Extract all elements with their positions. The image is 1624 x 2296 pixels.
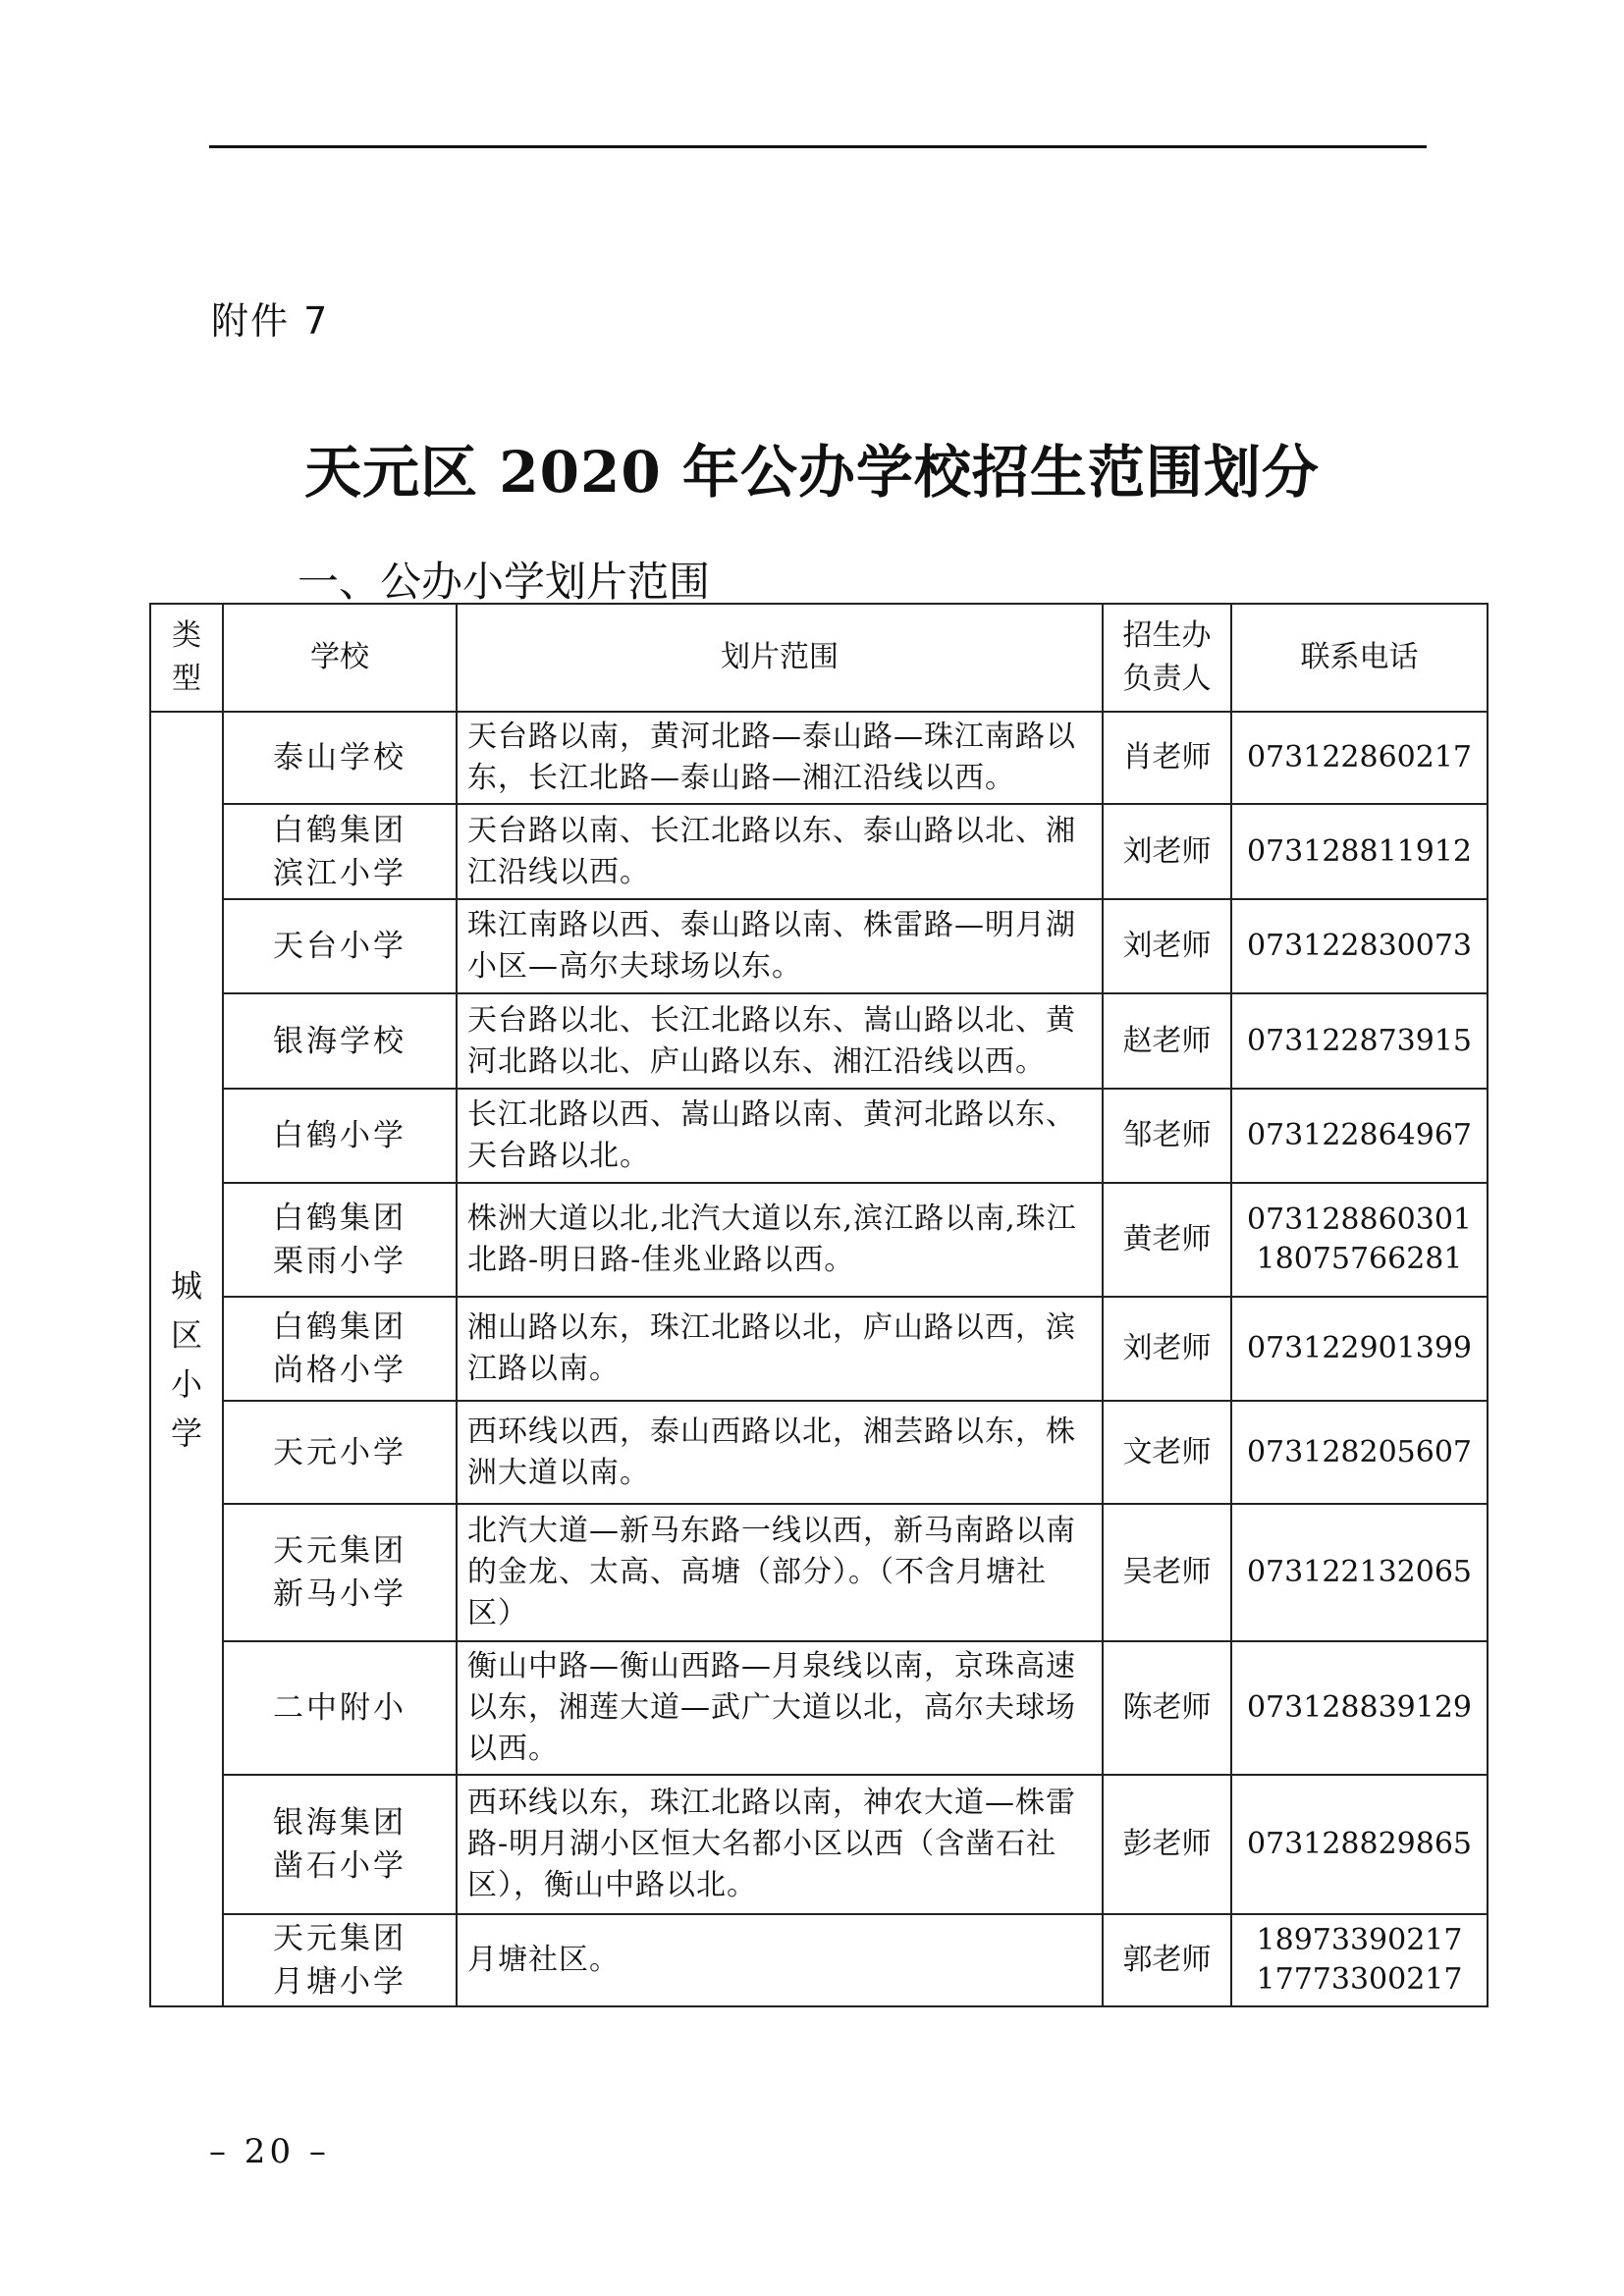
person-cell: 陈老师 <box>1103 1641 1231 1775</box>
header-type <box>150 604 223 712</box>
header-person-line: 负责人 <box>1122 662 1212 696</box>
group-cell <box>150 712 223 2006</box>
document-title: 天元区 2020 年公办学校招生范围划分 <box>304 439 1320 506</box>
phone-line: 073122830073 <box>1246 929 1473 963</box>
range-cell: 天台路以北、长江北路以东、嵩山路以北、黄河北路以北、庐山路以东、湘江沿线以西。 <box>457 993 1103 1089</box>
range-cell: 湘山路以东，珠江北路以北，庐山路以西，滨江路以南。 <box>457 1297 1103 1401</box>
header-phone: 联系电话 <box>1231 604 1488 712</box>
school-cell <box>223 1183 457 1297</box>
header-rule <box>209 145 1427 148</box>
school-line: 白鹤小学 <box>273 1118 406 1153</box>
school-cell <box>223 1775 457 1914</box>
table-row <box>150 1914 1488 2006</box>
group-char: 学 <box>170 1414 202 1452</box>
phone-cell <box>1231 804 1488 899</box>
phone-line: 073128811912 <box>1246 833 1473 869</box>
table-row <box>150 1089 1488 1183</box>
phone-cell <box>1231 1089 1488 1183</box>
school-line: 白鹤集团 <box>273 1201 406 1236</box>
phone-cell <box>1231 993 1488 1089</box>
range-cell: 西环线以东，珠江北路以南，神农大道—株雷路-明月湖小区恒大名都小区以西（含凿石社区），衡山中路以北。 <box>457 1775 1103 1914</box>
range-cell: 月塘社区。 <box>457 1914 1103 2006</box>
school-line: 天元小学 <box>273 1434 406 1470</box>
person-cell: 刘老师 <box>1103 899 1231 993</box>
header-range: 划片范围 <box>457 604 1103 712</box>
table-row <box>150 993 1488 1089</box>
school-line: 天台小学 <box>273 929 406 964</box>
school-line: 银海学校 <box>273 1023 406 1059</box>
school-line: 天元集团 <box>273 1921 406 1956</box>
school-line: 新马小学 <box>273 1576 406 1612</box>
table-row <box>150 1401 1488 1504</box>
school-line: 滨江小学 <box>273 855 406 891</box>
section-heading: 一、公办小学划片范围 <box>298 558 711 606</box>
range-cell: 西环线以西，泰山西路以北，湘芸路以东，株洲大道以南。 <box>457 1401 1103 1504</box>
table-row <box>150 1504 1488 1641</box>
school-cell <box>223 804 457 899</box>
range-cell: 长江北路以西、嵩山路以南、黄河北路以东、天台路以北。 <box>457 1089 1103 1183</box>
phone-line: 073122860217 <box>1246 740 1473 774</box>
header-school: 学校 <box>223 604 457 712</box>
phone-cell <box>1231 712 1488 804</box>
table-row <box>150 804 1488 899</box>
header-person-line: 招生办 <box>1122 618 1212 653</box>
group-char: 城 <box>170 1266 202 1305</box>
school-line: 天元集团 <box>273 1533 406 1569</box>
phone-cell <box>1231 1297 1488 1401</box>
range-cell: 株洲大道以北,北汽大道以东,滨江路以南,珠江北路-明日路-佳兆业路以西。 <box>457 1183 1103 1297</box>
school-cell <box>223 1401 457 1504</box>
school-line: 银海集团 <box>273 1805 406 1841</box>
phone-line: 17773300217 <box>1256 1962 1463 1997</box>
enrollment-table <box>149 603 1489 2007</box>
school-cell <box>223 899 457 993</box>
phone-cell <box>1231 899 1488 993</box>
phone-line: 073128205607 <box>1246 1434 1473 1469</box>
person-cell: 彭老师 <box>1103 1775 1231 1914</box>
school-line: 泰山学校 <box>273 740 406 775</box>
table-body <box>150 712 1488 2006</box>
phone-line: 073128860301 <box>1246 1202 1473 1237</box>
school-line: 栗雨小学 <box>273 1244 406 1279</box>
phone-line: 073122132065 <box>1246 1555 1473 1589</box>
page-number: – 20 – <box>209 2132 330 2171</box>
group-char: 小 <box>170 1364 202 1403</box>
phone-cell <box>1231 1183 1488 1297</box>
header-type-line: 型 <box>172 662 201 696</box>
table-row <box>150 1183 1488 1297</box>
person-cell: 黄老师 <box>1103 1183 1231 1297</box>
header-person <box>1103 604 1231 712</box>
school-line: 尚格小学 <box>273 1353 406 1388</box>
person-cell: 吴老师 <box>1103 1504 1231 1641</box>
range-cell: 天台路以南，黄河北路—泰山路—珠江南路以东，长江北路—泰山路—湘江沿线以西。 <box>457 712 1103 804</box>
school-line: 二中附小 <box>273 1690 406 1726</box>
table-row <box>150 899 1488 993</box>
table-row <box>150 712 1488 804</box>
school-cell <box>223 1089 457 1183</box>
school-cell <box>223 1914 457 2006</box>
phone-line: 073122901399 <box>1246 1331 1473 1365</box>
header-type-line: 类 <box>172 618 201 653</box>
person-cell: 肖老师 <box>1103 712 1231 804</box>
person-cell: 赵老师 <box>1103 993 1231 1089</box>
person-cell: 邹老师 <box>1103 1089 1231 1183</box>
phone-line: 073122864967 <box>1246 1118 1473 1152</box>
school-line: 凿石小学 <box>273 1848 406 1884</box>
phone-cell <box>1231 1914 1488 2006</box>
phone-line: 073128839129 <box>1246 1690 1473 1725</box>
table-header-row <box>150 604 1488 712</box>
school-line: 月塘小学 <box>273 1964 406 2000</box>
person-cell: 刘老师 <box>1103 804 1231 899</box>
person-cell: 刘老师 <box>1103 1297 1231 1401</box>
school-line: 白鹤集团 <box>273 1309 406 1345</box>
group-char: 区 <box>170 1315 202 1354</box>
phone-cell <box>1231 1641 1488 1775</box>
attachment-label: 附件 7 <box>211 299 330 343</box>
table-row <box>150 1775 1488 1914</box>
school-cell <box>223 712 457 804</box>
school-cell <box>223 1297 457 1401</box>
phone-cell <box>1231 1775 1488 1914</box>
range-cell: 天台路以南、长江北路以东、泰山路以北、湘江沿线以西。 <box>457 804 1103 899</box>
range-cell: 北汽大道—新马东路一线以西，新马南路以南的金龙、太高、高塘（部分）。（不含月塘社区） <box>457 1504 1103 1641</box>
phone-line: 18973390217 <box>1256 1923 1463 1957</box>
phone-line: 18075766281 <box>1256 1242 1463 1276</box>
school-cell <box>223 1641 457 1775</box>
table-row <box>150 1641 1488 1775</box>
range-cell: 珠江南路以西、泰山路以南、株雷路—明月湖小区—高尔夫球场以东。 <box>457 899 1103 993</box>
person-cell: 郭老师 <box>1103 1914 1231 2006</box>
person-cell: 文老师 <box>1103 1401 1231 1504</box>
phone-cell <box>1231 1504 1488 1641</box>
school-cell <box>223 993 457 1089</box>
phone-line: 073128829865 <box>1246 1827 1473 1861</box>
school-cell <box>223 1504 457 1641</box>
range-cell: 衡山中路—衡山西路—月泉线以南，京珠高速以东，湘莲大道—武广大道以北，高尔夫球场以西。 <box>457 1641 1103 1775</box>
table-row <box>150 1297 1488 1401</box>
phone-line: 073122873915 <box>1246 1023 1473 1058</box>
phone-cell <box>1231 1401 1488 1504</box>
school-line: 白鹤集团 <box>273 812 406 848</box>
